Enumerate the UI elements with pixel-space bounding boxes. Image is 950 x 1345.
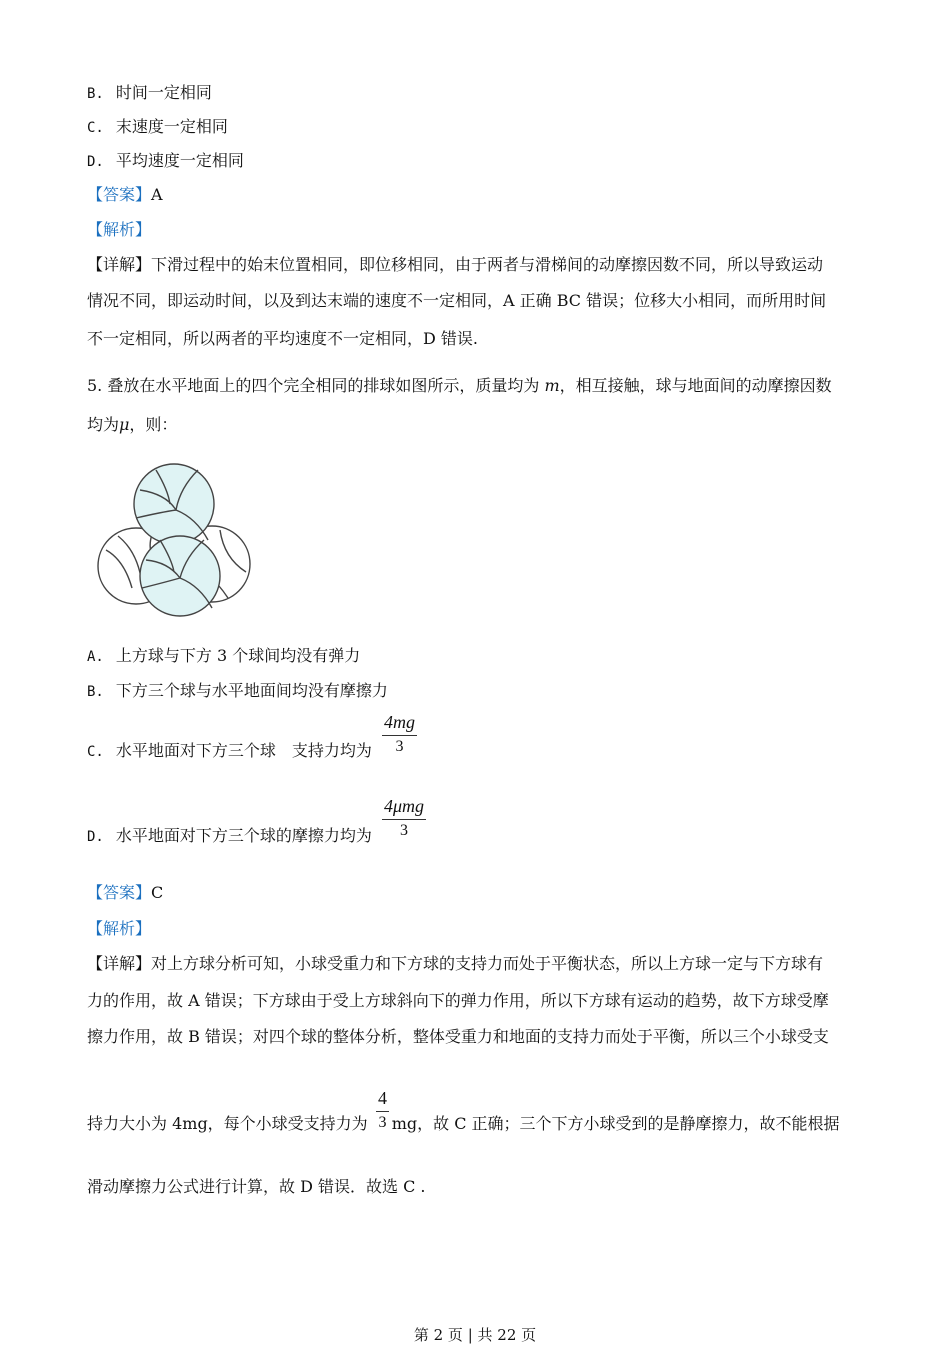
q5-detail-line-1: 【详解】对上方球分析可知，小球受重力和下方球的支持力而处于平衡状态，所以上方球一定与下方球有 <box>87 954 824 973</box>
q4-detail-line-2: 情况不同，即运动时间，以及到达末端的速度不一定相同，A 正确 BC 错误；位移大小相同，而所用时间 <box>87 291 827 310</box>
volleyball-top <box>134 464 214 544</box>
q5-option-d: D. 水平地面对下方三个球的摩擦力均为 <box>87 826 372 845</box>
q5-option-a: A. 上方球与下方 3 个球间均没有弹力 <box>87 646 361 665</box>
option-d-prev: D. 平均速度一定相同 <box>87 151 244 170</box>
q5-option-c: C. 水平地面对下方三个球 支持力均为 <box>87 741 372 760</box>
q4-detail-line-1: 【详解】下滑过程中的始末位置相同，即位移相同，由于两者与滑梯间的动摩擦因数不同，所以导致运动 <box>87 255 824 274</box>
page-footer: 第 2 页 | 共 22 页 <box>413 1326 537 1344</box>
q5-analysis-tag: 【解析】 <box>87 919 152 938</box>
q4-detail-line-3: 不一定相同，所以两者的平均速度不一定相同，D 错误. <box>87 329 479 348</box>
q4-answer: 【答案】A <box>87 185 163 204</box>
q5-answer: 【答案】C <box>87 883 164 902</box>
q4-analysis-tag: 【解析】 <box>87 220 152 239</box>
option-b-prev: B. 时间一定相同 <box>87 83 212 102</box>
fraction-4mg-over-3: 4mg 3 <box>384 712 415 755</box>
fraction-4-over-3: 4 3 <box>378 1088 387 1131</box>
volleyball-stack-figure <box>96 460 256 624</box>
q5-option-b: B. 下方三个球与水平地面间均没有摩擦力 <box>87 681 388 700</box>
q5-detail-line-5: 滑动摩擦力公式进行计算，故 D 错误．故选 C . <box>87 1177 426 1196</box>
q5-detail-line-4: 持力大小为 4mg，每个小球受支持力为 mg，故 C 正确；三个下方小球受到的是静摩擦力，故不能根据 <box>87 1114 840 1133</box>
fraction-4mumg-over-3: 4μmg 3 <box>384 796 425 839</box>
q5-detail-line-2: 力的作用，故 A 错误；下方球由于受上方球斜向下的弹力作用，所以下方球有运动的趋势，故下方球受摩 <box>87 991 829 1010</box>
volleyball-illustration <box>96 460 256 620</box>
q5-stem-line-1: 5. 叠放在水平地面上的四个完全相同的排球如图所示，质量均为 m，相互接触，球与地面间的动摩擦因数 <box>87 376 832 395</box>
q5-stem-line-2: 均为μ，则： <box>87 415 178 434</box>
option-c-prev: C. 末速度一定相同 <box>87 117 228 136</box>
q5-detail-line-3: 擦力作用，故 B 错误；对四个球的整体分析，整体受重力和地面的支持力而处于平衡，所以三个小球受支 <box>87 1027 829 1046</box>
